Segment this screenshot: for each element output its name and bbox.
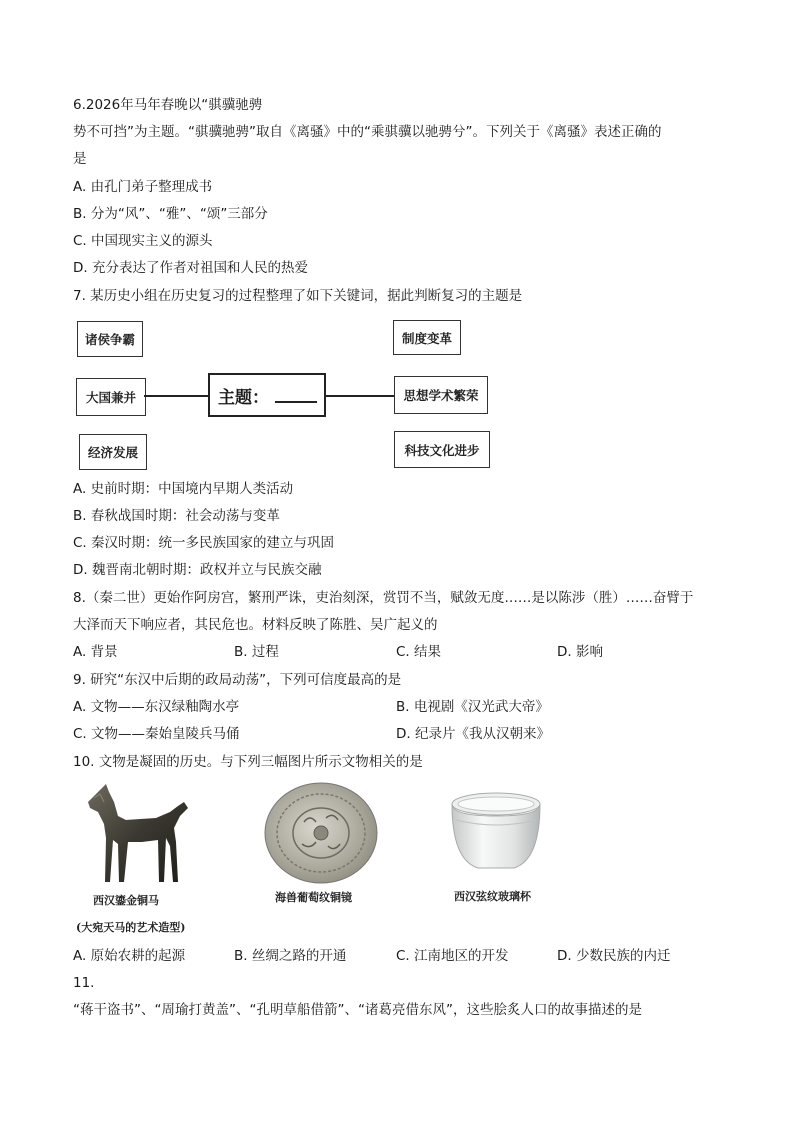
keyword-left-3: 经济发展 bbox=[79, 434, 147, 470]
keyword-right-3: 科技文化进步 bbox=[394, 431, 490, 468]
caption-note: (大宛天马的艺术造型) bbox=[76, 921, 186, 934]
connector-left bbox=[144, 395, 208, 397]
glass-cup-image bbox=[448, 790, 544, 874]
q9-option-c[interactable]: C. 文物——秦始皇陵兵马俑 bbox=[73, 726, 240, 742]
q6-option-a[interactable]: A. 由孔门弟子整理成书 bbox=[73, 179, 213, 195]
caption-bronze-mirror: 海兽葡萄纹铜镜 bbox=[275, 891, 352, 904]
q11-stem: “蒋干盗书”、“周瑜打黄盖”、“孔明草船借箭”、“诸葛亮借东风”，这些脍炙人口的故事描述的是 bbox=[73, 1002, 642, 1018]
q6-stem-line2: 势不可挡”为主题。“骐骥驰骋”取自《离骚》中的“乘骐骥以驰骋兮”。下列关于《离骚》表述正确的 bbox=[73, 124, 662, 140]
q7-stem: 7. 某历史小组在历史复习的过程整理了如下关键词，据此判断复习的主题是 bbox=[73, 288, 523, 304]
q8-option-a[interactable]: A. 背景 bbox=[73, 644, 118, 660]
q7-option-c[interactable]: C. 秦汉时期：统一多民族国家的建立与巩固 bbox=[73, 535, 335, 551]
q7-option-d[interactable]: D. 魏晋南北朝时期：政权并立与民族交融 bbox=[73, 562, 322, 578]
q8-option-c[interactable]: C. 结果 bbox=[396, 644, 442, 660]
q9-option-d[interactable]: D. 纪录片《我从汉朝来》 bbox=[396, 726, 550, 742]
q10-option-d[interactable]: D. 少数民族的内迁 bbox=[557, 948, 671, 964]
connector-right bbox=[326, 395, 394, 397]
q6-option-b[interactable]: B. 分为“风”、“雅”、“颂”三部分 bbox=[73, 206, 268, 222]
q8-option-d[interactable]: D. 影响 bbox=[557, 644, 603, 660]
keyword-right-2: 思想学术繁荣 bbox=[394, 376, 488, 414]
q6-stem-line3: 是 bbox=[73, 151, 87, 167]
gilt-bronze-horse-image bbox=[78, 782, 196, 887]
q8-option-b[interactable]: B. 过程 bbox=[234, 644, 279, 660]
q8-stem-line2: 大泽而天下响应者，其民危也。材料反映了陈胜、吴广起义的 bbox=[73, 617, 438, 633]
q9-option-a[interactable]: A. 文物——东汉绿釉陶水亭 bbox=[73, 699, 240, 715]
q10-stem: 10. 文物是凝固的历史。与下列三幅图片所示文物相关的是 bbox=[73, 754, 423, 770]
q8-stem-line1: 8.（秦二世）更始作阿房宫，繁刑严诛，吏治刻深，赏罚不当，赋敛无度……是以陈涉（胜）……奋臂于 bbox=[73, 590, 694, 606]
keyword-right-1: 制度变革 bbox=[393, 320, 461, 355]
q10-option-a[interactable]: A. 原始农耕的起源 bbox=[73, 948, 186, 964]
q11-number: 11. bbox=[73, 975, 95, 991]
keyword-left-1: 诸侯争霸 bbox=[77, 321, 143, 357]
caption-glass-cup: 西汉弦纹玻璃杯 bbox=[454, 890, 531, 903]
topic-label: 主题： bbox=[218, 387, 269, 408]
q6-stem-line1: 6.2026年马年春晚以“骐骥驰骋 bbox=[73, 97, 263, 113]
q9-stem: 9. 研究“东汉中后期的政局动荡”，下列可信度最高的是 bbox=[73, 672, 402, 688]
q6-option-d[interactable]: D. 充分表达了作者对祖国和人民的热爱 bbox=[73, 260, 308, 276]
q10-option-c[interactable]: C. 江南地区的开发 bbox=[396, 948, 509, 964]
topic-blank bbox=[275, 387, 317, 403]
q6-option-c[interactable]: C. 中国现实主义的源头 bbox=[73, 233, 213, 249]
bronze-mirror-image bbox=[264, 782, 378, 884]
q9-option-b[interactable]: B. 电视剧《汉光武大帝》 bbox=[396, 699, 549, 715]
q10-option-b[interactable]: B. 丝绸之路的开通 bbox=[234, 948, 347, 964]
keyword-left-2: 大国兼并 bbox=[76, 378, 146, 416]
q7-option-a[interactable]: A. 史前时期：中国境内早期人类活动 bbox=[73, 481, 294, 497]
q7-option-b[interactable]: B. 春秋战国时期：社会动荡与变革 bbox=[73, 508, 280, 524]
topic-box bbox=[208, 373, 326, 417]
caption-gilt-horse: 西汉鎏金铜马 bbox=[93, 894, 159, 907]
